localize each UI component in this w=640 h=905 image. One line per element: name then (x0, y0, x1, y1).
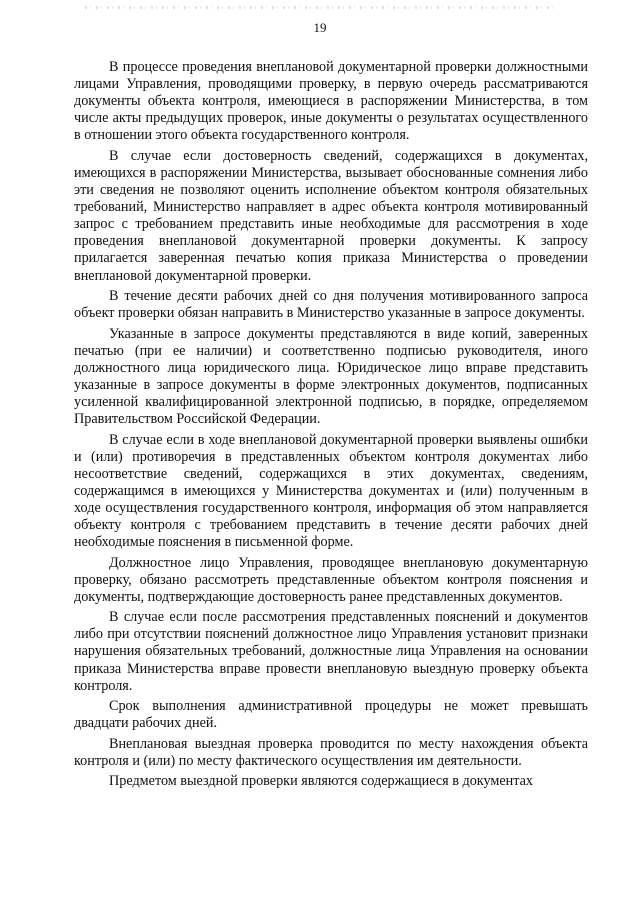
page-number: 19 (313, 20, 327, 35)
paragraph: Указанные в запросе документы представляются в виде копий, заверенных печатью (при ее наличии) и соответственно подписью руководителя, иного должностного лица юридического лица. Юридическое лицо вправе представить указанные в запросе документы в форме электронных документов, подписанных усиленной квалифицированной электронной подписью, в порядке, определяемом Правительством Российской Федерации. (74, 325, 588, 428)
scan-artifact (85, 6, 555, 9)
document-body (74, 59, 588, 794)
paragraph: Предметом выездной проверки являются содержащиеся в документах (109, 773, 534, 790)
paragraph: В случае если после рассмотрения представленных пояснений и документов либо при отсутствии пояснений должностное лицо Управления установит признаки нарушения обязательных требований, должностные лица Управления на основании приказа Министерства вправе провести внеплановую выездную проверку объекта контроля. (74, 609, 588, 694)
paragraph: Должностное лицо Управления, проводящее внеплановую документарную проверку, обязано рассмотреть представленные объектом контроля пояснения и документы, подтверждающие достоверность ранее представленных документов. (74, 554, 588, 605)
paragraph: Внеплановая выездная проверка проводится по месту нахождения объекта контроля и (или) по месту фактического осуществления им деятельности. (74, 735, 588, 769)
paragraph: В течение десяти рабочих дней со дня получения мотивированного запроса объект проверки обязан направить в Министерство указанные в запросе документы. (74, 288, 588, 322)
paragraph: В процессе проведения внеплановой документарной проверки должностными лицами Управления, проводящими проверку, в первую очередь рассматриваются документы объекта контроля, имеющиеся в распоряжении Министерства, в том числе акты предыдущих проверок, иные документы о результатах осуществленного в отношении этого объекта государственного контроля. (74, 59, 588, 144)
paragraph: В случае если достоверность сведений, содержащихся в документах, имеющихся в распоряжении Министерства, вызывает обоснованные сомнения либо эти сведения не позволяют оценить исполнение объектом контроля обязательных требований, Министерство направляет в адрес объекта контроля мотивированный запрос с требованием представить иные необходимые для рассмотрения в ходе проведения внеплановой документарной проверки документы. К запросу прилагается заверенная печатью копия приказа Министерства о проведении внеплановой документарной проверки. (74, 147, 588, 284)
paragraph: В случае если в ходе внеплановой документарной проверки выявлены ошибки и (или) противоречия в представленных объектом контроля документах либо несоответствие сведений, содержащихся в этих документах, сведениям, содержащимся в имеющихся у Министерства документах и (или) полученным в ходе осуществления государственного контроля, информация об этом направляется объекту контроля с требованием представить в течение десяти рабочих дней необходимые пояснения в письменной форме. (74, 431, 588, 551)
paragraph: Срок выполнения административной процедуры не может превышать двадцати рабочих дней. (74, 698, 588, 732)
